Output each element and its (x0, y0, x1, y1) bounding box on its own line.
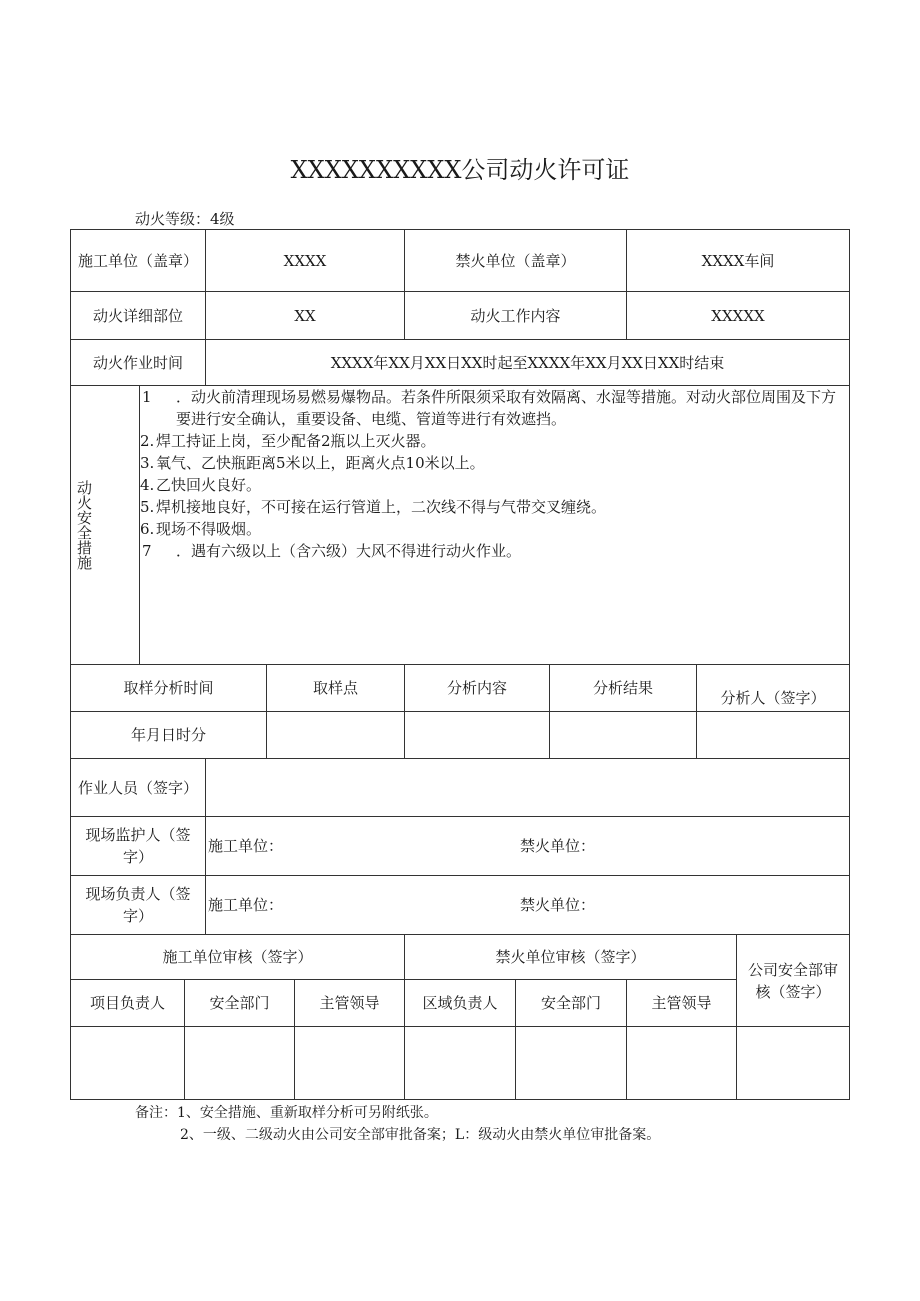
fire-level: 动火等级：4级 (135, 210, 235, 228)
sampling-point-value[interactable] (266, 712, 404, 758)
safety-measure-item (140, 430, 849, 452)
safety-measure-text: 现场不得吸烟。 (156, 520, 262, 538)
work-time-value[interactable]: XXXX年XX月XX日XX时起至XXXX年XX月XX日XX时结束 (205, 340, 849, 385)
detail-location-label: 动火详细部位 (92, 306, 183, 325)
restricted-unit-value[interactable]: XXXX车间 (626, 230, 849, 291)
construction-unit-label: 施工单位（盖章） (77, 251, 198, 270)
company-review-header: 公司安全部审核（签字） (736, 935, 849, 1027)
guardian-construction-unit[interactable]: 施工单位： (205, 817, 520, 875)
manager-restricted-unit[interactable]: 禁火单位： (520, 896, 596, 914)
workers-signature[interactable] (205, 759, 849, 816)
sign-supervisor-2[interactable] (626, 1027, 736, 1099)
work-content-label: 动火工作内容 (404, 292, 626, 339)
safety-measure-number: 4. (140, 476, 155, 494)
row-units (70, 229, 850, 292)
safety-measure-text: 氧气、乙快瓶距离5米以上，距离火点10米以上。 (156, 454, 485, 472)
sampling-time-header: 取样分析时间 (123, 679, 214, 697)
safety-measure-item (140, 452, 849, 474)
row-time (70, 340, 850, 386)
row-guardian (70, 817, 850, 876)
safety-measures-items (140, 386, 849, 562)
analysis-content-header: 分析内容 (404, 665, 549, 711)
safety-measure-text: ．遇有六级以上（含六级）大风不得进行动火作业。 (176, 542, 522, 560)
analyst-signature[interactable] (696, 712, 849, 758)
note-line-1: 备注：1、安全措施、重新取样分析可另附纸张。 (135, 1105, 438, 1121)
safety-measure-item (140, 474, 849, 496)
manager-construction-unit[interactable]: 施工单位： (205, 876, 520, 934)
safety-measures-list (139, 386, 849, 664)
safety-measures-label: 动火安全措施 (75, 480, 93, 570)
workers-label: 作业人员（签字） (77, 778, 198, 797)
sampling-time-value[interactable]: 年月日时分 (130, 726, 206, 744)
construction-unit-value[interactable]: XXXX (205, 230, 404, 291)
safety-measure-item (140, 518, 849, 540)
safety-measure-item (140, 386, 849, 430)
review-block (70, 935, 850, 1100)
safety-measure-text: ．动火前清理现场易燃易爆物品。若条件所限须采取有效隔离、水湿等措施。对动火部位周围及下方要进行安全确认，重要设备、电缆、管道等进行有效遮挡。 (176, 388, 837, 428)
safety-measure-number: 5. (140, 498, 155, 516)
notes (135, 1102, 660, 1146)
sub-header-supervisor-2: 主管领导 (626, 980, 736, 1027)
sign-safety-dept-1[interactable] (184, 1027, 294, 1099)
row-sampling-data (70, 712, 850, 759)
safety-measure-number: 3. (140, 454, 155, 472)
row-manager (70, 876, 850, 935)
guardian-label: 现场监护人（签字） (85, 826, 191, 866)
construction-review-header: 施工单位审核（签字） (71, 935, 404, 980)
analyst-header: 分析人（签字） (696, 665, 849, 711)
analysis-result-header: 分析结果 (549, 665, 696, 711)
sign-area-lead[interactable] (404, 1027, 515, 1099)
detail-location-value[interactable]: XX (205, 292, 404, 339)
analysis-content-value[interactable] (404, 712, 549, 758)
analysis-result-value[interactable] (549, 712, 696, 758)
sub-header-supervisor-1: 主管领导 (294, 980, 404, 1027)
sub-header-safety-dept-2: 安全部门 (515, 980, 626, 1027)
work-content-value[interactable]: XXXXX (626, 292, 849, 339)
work-time-label: 动火作业时间 (92, 353, 183, 372)
sub-header-area-lead: 区域负责人 (404, 980, 515, 1027)
sign-safety-dept-2[interactable] (515, 1027, 626, 1099)
sampling-point-header: 取样点 (266, 665, 404, 711)
permit-table (70, 229, 850, 1100)
safety-measure-text: 焊机接地良好，不可接在运行管道上，二次线不得与气带交叉缠绕。 (156, 498, 607, 516)
restricted-unit-label: 禁火单位（盖章） (404, 230, 626, 291)
safety-measure-number: 6. (140, 520, 155, 538)
safety-measure-text: 焊工持证上岗，至少配备2瓶以上灭火器。 (156, 432, 436, 450)
safety-measure-number: 7 (142, 542, 152, 560)
sign-supervisor-1[interactable] (294, 1027, 404, 1099)
safety-measure-number: 2. (140, 432, 155, 450)
sign-project-lead[interactable] (71, 1027, 184, 1099)
restricted-review-header: 禁火单位审核（签字） (404, 935, 736, 980)
document-title: XXXXXXXXXX公司动火许可证 (290, 156, 630, 184)
row-workers (70, 759, 850, 817)
safety-measure-number: 1 (142, 388, 152, 406)
sign-company-safety[interactable] (736, 1027, 849, 1099)
safety-measure-text: 乙快回火良好。 (156, 476, 262, 494)
row-location (70, 292, 850, 340)
sub-header-project-lead: 项目负责人 (71, 980, 184, 1027)
safety-measure-item (140, 540, 849, 562)
row-safety-measures (70, 386, 850, 665)
note-line-2: 2、一级、二级动火由公司安全部审批备案；L：级动火由禁火单位审批备案。 (180, 1127, 661, 1143)
manager-label: 现场负责人（签字） (85, 885, 191, 925)
sub-header-safety-dept-1: 安全部门 (184, 980, 294, 1027)
safety-measure-item (140, 496, 849, 518)
guardian-restricted-unit[interactable]: 禁火单位： (520, 837, 596, 855)
row-sampling-headers (70, 665, 850, 712)
